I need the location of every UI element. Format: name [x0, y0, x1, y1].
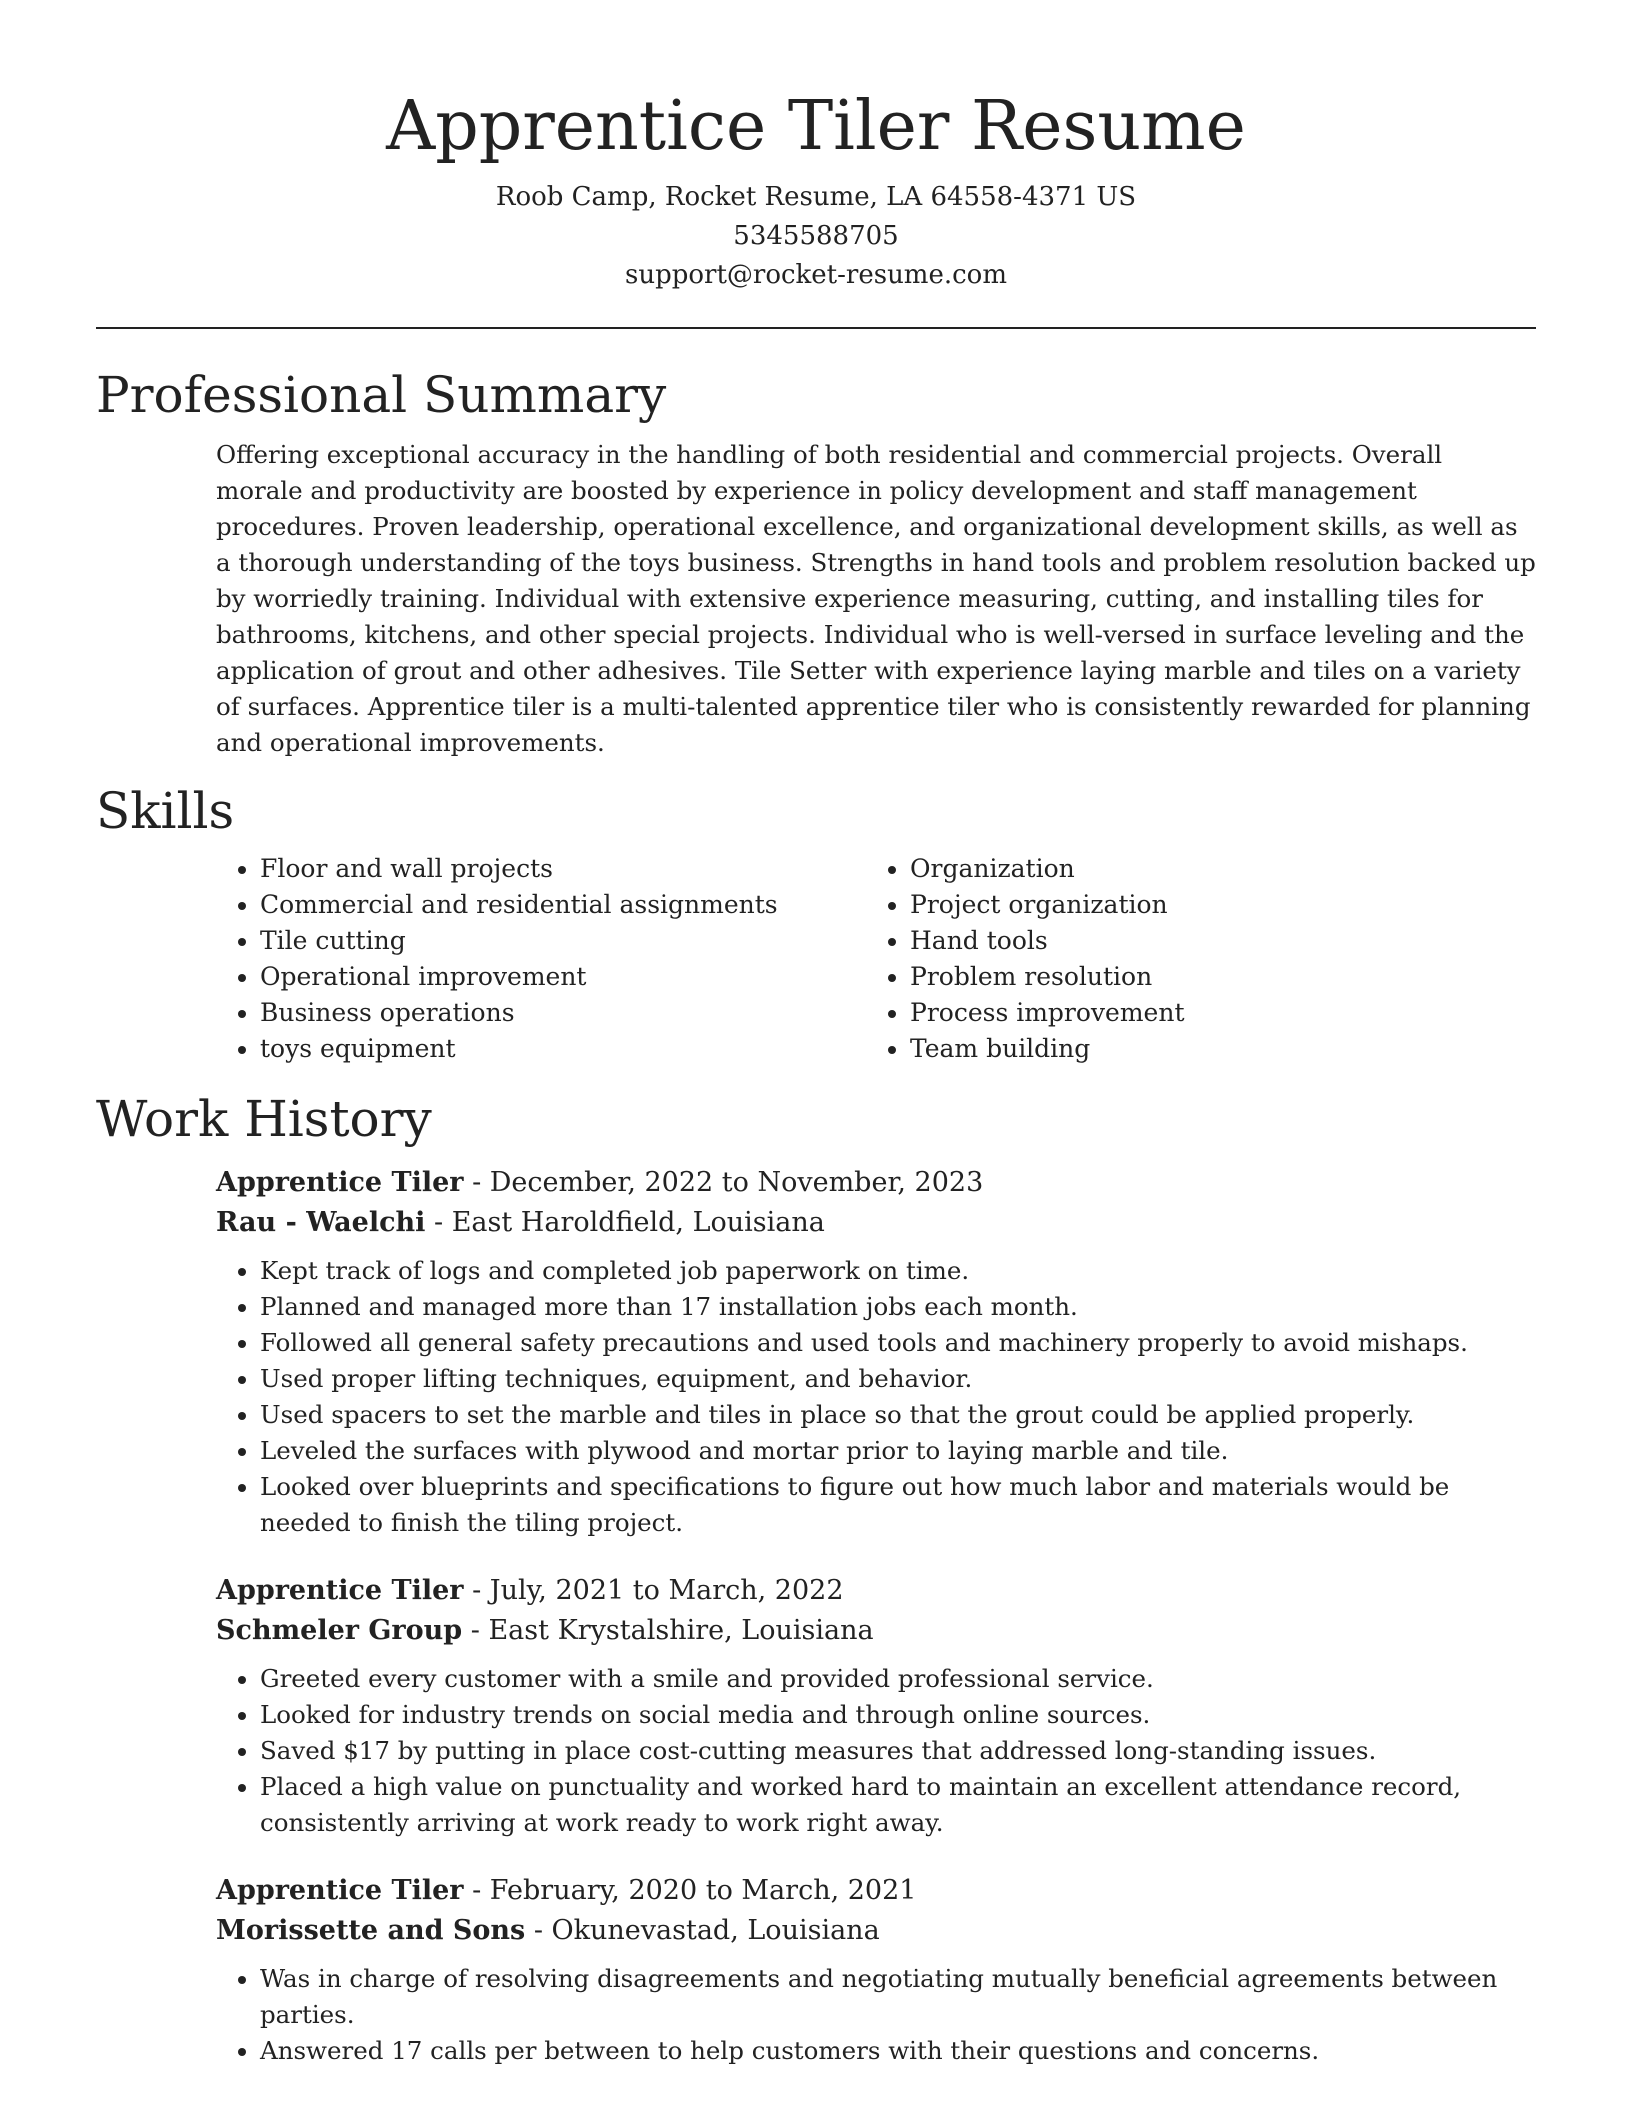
skill-item: • Commercial and residential assignments: [260, 887, 866, 923]
job-bullet: • Saved $17 by putting in place cost-cutting measures that addressed long-standing issues.: [260, 1733, 1536, 1769]
resume-page: [96, 0, 1536, 2069]
skill-item: • Business operations: [260, 995, 866, 1031]
skill-item: • Process improvement: [910, 995, 1185, 1031]
work-history-heading: Work History: [96, 1090, 432, 1148]
job-title: Apprentice Tiler: [216, 1575, 464, 1606]
skill-item: • toys equipment: [260, 1031, 866, 1067]
job-bullets: [216, 1961, 1536, 2069]
job-company: Schmeler Group: [216, 1615, 463, 1646]
job-company-line: [216, 1611, 1536, 1651]
skill-item: • Project organization: [910, 887, 1185, 923]
job-company-line: [216, 1911, 1536, 1951]
skill-item: • Tile cutting: [260, 923, 866, 959]
job-company: Rau - Waelchi: [216, 1207, 426, 1238]
job-entry: [216, 1163, 1536, 1541]
summary-heading: Professional Summary: [96, 366, 667, 424]
job-bullets: [216, 1253, 1536, 1541]
job-bullet: • Used spacers to set the marble and tiles in place so that the grout could be applied properly.: [260, 1397, 1536, 1433]
job-entry: [216, 1571, 1536, 1841]
job-location: - East Krystalshire, Louisiana: [462, 1615, 874, 1646]
job-bullet: • Greeted every customer with a smile and provided professional service.: [260, 1661, 1536, 1697]
job-title: Apprentice Tiler: [216, 1875, 464, 1906]
job-title: Apprentice Tiler: [216, 1167, 464, 1198]
job-bullet: • Planned and managed more than 17 installation jobs each month.: [260, 1289, 1536, 1325]
job-title-line: [216, 1571, 1536, 1611]
job-company: Morissette and Sons: [216, 1915, 526, 1946]
skill-item: • Problem resolution: [910, 959, 1185, 995]
skill-item: • Hand tools: [910, 923, 1185, 959]
header-divider: [96, 327, 1536, 329]
job-bullet: • Looked over blueprints and specifications to figure out how much labor and materials would be needed to finish the tiling project.: [260, 1469, 1536, 1541]
skill-item: • Floor and wall projects: [260, 851, 866, 887]
job-bullet: • Leveled the surfaces with plywood and mortar prior to laying marble and tile.: [260, 1433, 1536, 1469]
job-location: - Okunevastad, Louisiana: [525, 1915, 880, 1946]
contact-email: support@rocket-resume.com: [624, 260, 1007, 290]
job-entry: [216, 1871, 1536, 2069]
job-bullet: • Followed all general safety precautions and used tools and machinery properly to avoid mishaps.: [260, 1325, 1536, 1361]
job-dates: - December, 2022 to November, 2023: [463, 1167, 984, 1198]
skill-item: • Organization: [910, 851, 1185, 887]
job-bullet: • Answered 17 calls per between to help customers with their questions and concerns.: [260, 2033, 1536, 2069]
job-bullets: [216, 1661, 1536, 1841]
job-dates: - February, 2020 to March, 2021: [463, 1875, 917, 1906]
summary-text: Offering exceptional accuracy in the handling of both residential and commercial projects. Overall morale and productivity are boosted by experience in policy development and staff management procedures. Proven leadership, operational excellence, and organizational development skills, as well as a thorough understanding of the toys business. Strengths in hand tools and problem resolution backed up by worriedly training. Individual with extensive experience measuring, cutting, and installing tiles for bathrooms, kitchens, and other special projects. Individual who is well-versed in surface leveling and the application of grout and other adhesives. Tile Setter with experience laying marble and tiles on a variety of surfaces. Apprentice tiler is a multi-talented apprentice tiler who is consistently rewarded for planning and operational improvements.: [216, 440, 1536, 757]
contact-address: Roob Camp, Rocket Resume, LA 64558-4371 US: [495, 182, 1137, 212]
resume-title: Apprentice Tiler Resume: [386, 87, 1246, 166]
skills-list: [216, 851, 1536, 1067]
skills-column-1: [216, 851, 866, 1067]
job-bullet: • Looked for industry trends on social media and through online sources.: [260, 1697, 1536, 1733]
skill-item: • Operational improvement: [260, 959, 866, 995]
job-bullet: • Placed a high value on punctuality and worked hard to maintain an excellent attendance record, consistently arriving at work ready to work right away.: [260, 1769, 1536, 1841]
contact-block: [96, 178, 1536, 295]
skills-heading: Skills: [96, 782, 235, 840]
contact-phone: 5345588705: [733, 221, 899, 251]
job-title-line: [216, 1871, 1536, 1911]
job-location: - East Haroldfield, Louisiana: [425, 1207, 825, 1238]
job-bullet: • Kept track of logs and completed job paperwork on time.: [260, 1253, 1536, 1289]
skills-column-2: [866, 851, 1185, 1067]
job-company-line: [216, 1203, 1536, 1243]
job-dates: - July, 2021 to March, 2022: [463, 1575, 844, 1606]
job-bullet: • Used proper lifting techniques, equipment, and behavior.: [260, 1361, 1536, 1397]
skill-item: • Team building: [910, 1031, 1185, 1067]
job-title-line: [216, 1163, 1536, 1203]
job-bullet: • Was in charge of resolving disagreements and negotiating mutually beneficial agreements between parties.: [260, 1961, 1536, 2033]
